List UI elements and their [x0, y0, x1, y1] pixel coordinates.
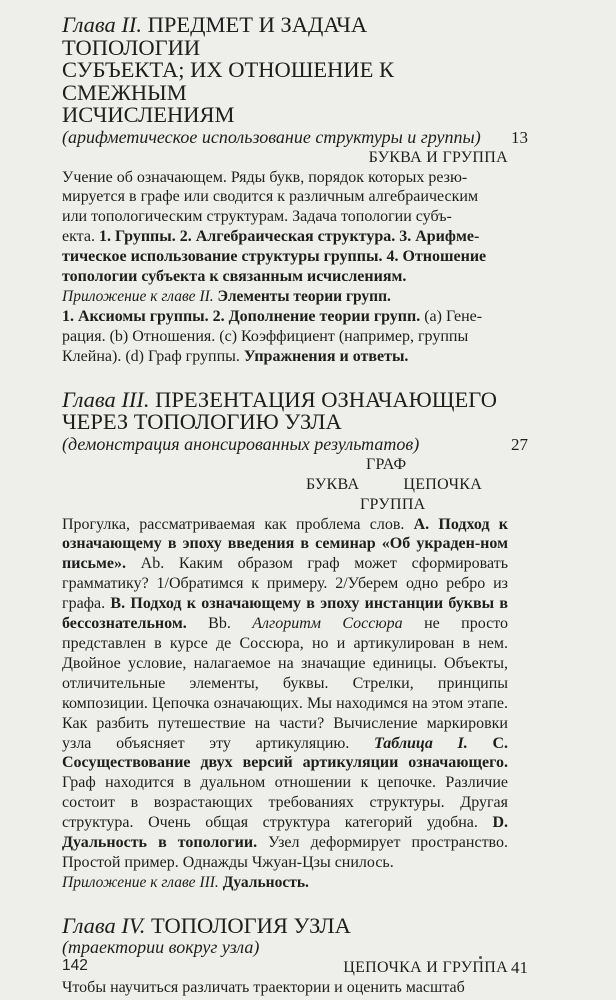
appendix-label: Приложение к главе II. [62, 287, 214, 305]
chapter-4-heading [62, 912, 508, 938]
chapter-3-keyword-group [62, 495, 508, 515]
chapter-3-keyword-graph [62, 455, 508, 475]
summary-section-list: Упражнения и ответы. [243, 347, 409, 365]
chapter-3-keyword-row [62, 475, 508, 495]
summary-section-list: топологии субъекта к связанным исчислениям. [62, 268, 407, 286]
appendix-title: Элементы теории групп. [213, 287, 391, 305]
chapter-2-subtitle: (арифметическое использование структуры и группы) [62, 126, 481, 147]
chapter-2-appendix-summary [62, 307, 508, 367]
chapter-2-page-number: 13 [511, 127, 528, 147]
chapter-3-page-number: 27 [511, 434, 528, 454]
summary-text: екта. [62, 228, 99, 246]
summary-text: мируется в графе или сводится к различным алгебраическим [62, 188, 479, 206]
summary-section-list: 1. Аксиомы группы. 2. Дополнение теории групп. [62, 307, 421, 325]
appendix-title: Дуальность. [218, 873, 309, 891]
chapter-3-subtitle: (демонстрация анонсированных результатов) [62, 433, 420, 454]
summary-text: не просто представлен в курсе де Соссюра, но и артикулирован в нем. Двойное условие, налагаемое на значащие единицы. Объекты, отличительные элементы, буквы. Стрелки, принципы композиции. Цепочка означающих. Мы находимся на этом этапе. Как разбить путешествие на части? Вычисление маркировки узла объясняет эту артикуляцию. [62, 615, 508, 752]
chapter-4-keywords: ЦЕПОЧКА И ГРУППА [343, 959, 508, 977]
summary-text: Ab. Каким образом граф может сформировать грамматику? 1/Обратимся к примеру. 2/Уберем одно ребро из графа. [62, 555, 508, 613]
chapter-3-title-line-2: ЧЕРЕЗ ТОПОЛОГИЮ УЗЛА [62, 409, 342, 435]
summary-section-title: A. Подход к означающему в эпоху введения в семинар «Об украден-ном письме». [62, 515, 508, 573]
summary-italic-term: Алгоритм Соссюра [252, 615, 403, 633]
chapter-2-prefix: Глава II. [62, 12, 143, 37]
appendix-label: Приложение к главе III. [62, 873, 219, 891]
summary-text: или топологическим структурам. Задача топологии субъ- [62, 208, 452, 226]
print-mark [479, 956, 482, 959]
summary-text: Граф находится в дуальном отношении к цепочке. Различие состоит в возрастающих требованиях структуры. Другая структура. Очень общая структура категорий удобна. [62, 774, 508, 832]
chapter-2-keywords: БУКВА И ГРУППА [368, 148, 508, 166]
table-of-contents-column [62, 12, 528, 998]
summary-section-list: тическое использование структуры группы. 4. Отношение [62, 248, 487, 266]
summary-text: Bb. [186, 615, 253, 633]
chapter-2-title-line-3: ИСЧИСЛЕНИЯМ [62, 102, 235, 127]
chapter-3-summary [62, 515, 508, 873]
chapter-3-title-line-1: ПРЕЗЕНТАЦИЯ ОЗНАЧАЮЩЕГО [149, 386, 497, 412]
chapter-2-appendix [62, 287, 508, 307]
chapter-3-prefix: Глава III. [62, 386, 150, 412]
summary-section-list: 1. Группы. 2. Алгебраическая структура. 3. Арифме- [98, 228, 480, 246]
chapter-2-title-line-2: СУБЪЕКТА; ИХ ОТНОШЕНИЕ К СМЕЖНЫМ [62, 57, 395, 105]
summary-section-title: B. Подход к означающему в эпоху инстанции буквы в бессознательном. [62, 595, 509, 633]
page-number: 142 [62, 957, 88, 974]
chapter-3-subtitle-row [62, 433, 528, 455]
chapter-4-subtitle: (траектории вокруг узла) [62, 937, 260, 958]
summary-section-title: C. Сосуществование двух версий артикуляции означающего. [62, 734, 508, 772]
summary-text: Учение об означающем. Ряды букв, порядок которых резю- [62, 168, 468, 186]
keyword-graph: ГРАФ [366, 455, 407, 473]
summary-text: Узел деформирует пространство. Простой пример. Однажды Чжуан-Цзы снилось. [62, 834, 509, 871]
chapter-2-heading [62, 14, 508, 127]
keyword-group: ГРУППА [360, 495, 426, 513]
chapter-2-subtitle-row [62, 126, 528, 148]
summary-section-title: D. Дуальность в топологии. [62, 814, 508, 852]
chapter-4-summary [62, 978, 508, 998]
summary-text: рация. (b) Отношения. (c) Коэффициент (например, группы [62, 327, 469, 345]
summary-text: Клейна). (d) Граф группы. [62, 347, 244, 365]
summary-text: Прогулка, рассматриваемая как проблема слов. [62, 515, 414, 533]
chapter-3-heading [62, 386, 508, 435]
chapter-4-prefix: Глава IV. [62, 912, 146, 938]
chapter-2-title-line-1: ПРЕДМЕТ И ЗАДАЧА ТОПОЛОГИИ [62, 12, 368, 60]
summary-text: Чтобы научиться различать траектории и оценить масштаб [62, 979, 465, 997]
summary-text: (a) Гене- [420, 307, 483, 325]
keyword-chain: ЦЕПОЧКА [403, 475, 483, 493]
chapter-3-appendix [62, 873, 508, 893]
chapter-4-title-line-1: ТОПОЛОГИЯ УЗЛА [145, 912, 351, 938]
summary-table-ref: Таблица I. [374, 734, 468, 752]
chapter-4-page-number: 41 [511, 958, 528, 978]
chapter-2-summary [62, 168, 508, 287]
keyword-letter: БУКВА [306, 475, 360, 493]
